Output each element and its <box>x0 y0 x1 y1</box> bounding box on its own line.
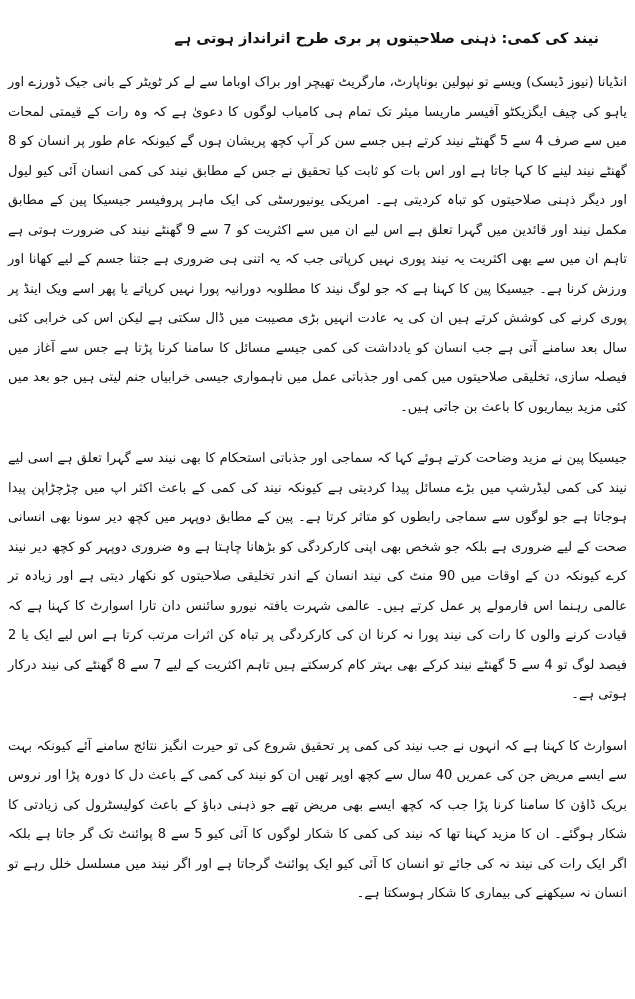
article-title: نیند کی کمی: ذہنی صلاحیتوں پر بری طرح اثرانداز ہوتی ہے <box>174 31 599 47</box>
article-paragraph: اسوارٹ کا کہنا ہے کہ انہوں نے جب نیند کی کمی پر تحقیق شروع کی تو حیرت انگیز نتائج سامنے آئے کیونکہ بہت سے ایسے مریض جن کی عمریں 40 سال سے کچھ اوپر تھیں ان کو نیند کی کمی کے باعث دل کا دورہ پڑا اور نروس بریک ڈاؤن کا سامنا کرنا پڑا جب کہ کچھ ایسے بھی مریض تھے جو ذہنی دباؤ کے باعث کولیسٹرول کی زیادتی کا شکار ہوگئے۔ ان کا مزید کہنا تھا کہ نیند کی کمی کا شکار لوگوں کا آئی کیو 5 سے 8 پوائنٹ تک گر جاتا ہے بلکہ اگر ایک رات کی نیند نہ کی جائے تو انسان کا آئی کیو ایک پوائنٹ گرجاتا ہے اور اگر نیند میں مسلسل خلل رہے تو انسان نہ سیکھنے کی بیماری کا شکار ہوسکتا ہے۔ <box>8 738 627 901</box>
article <box>8 10 627 990</box>
article-paragraph: جیسیکا پین نے مزید وضاحت کرتے ہوئے کہا کہ سماجی اور جذباتی استحکام کا بھی نیند سے گہرا تعلق ہے اسی لیے نیند کی کمی لیڈرشپ میں بڑے مسائل پیدا کردیتی ہے کیونکہ نیند کی کمی کے باعث اکثر اپ میں چڑچڑاپن پیدا ہوجاتا ہے جو لوگوں سے سماجی رابطوں کو متاثر کرتا ہے۔ پین کے مطابق دوپہر میں کچھ دیر سونا بھی انسانی صحت کے لیے ضروری ہے بلکہ جو شخص بھی اپنی کارکردگی کو بڑھانا چاہتا ہے وہ ضروری دوپہر کو کچھ دیر نیند کرے کیونکہ دن کے اوقات میں 90 منٹ کی نیند انسان کے اندر تخلیقی صلاحیتوں کو نکھار دیتی ہے اور زیادہ تر عالمی رہنما اس فارمولے پر عمل کرتے ہیں۔ عالمی شہرت یافتہ نیورو سائنس دان تارا اسوارٹ کا کہنا ہے کہ قیادت کرنے والوں کا رات کی نیند پورا نہ کرنا ان کی کارکردگی پر تباہ کن اثرات مرتب کرتا ہے اس لیے ایک یا 2 فیصد لوگ تو 4 سے 5 گھنٹے نیند کرکے بھی بہتر کام کرسکتے ہیں تاہم اکثریت کے لیے 7 سے 8 گھنٹے کی نیند درکار ہوتی ہے۔ <box>8 451 628 702</box>
article-paragraph: انڈیانا (نیوز ڈیسک) ویسے تو نپولین بوناپارٹ، مارگریٹ تھیچر اور براک اوباما سے لے کر ٹویٹر کے بانی جیک ڈورزے اور یاہو کی چیف ایگزیکٹو آفیسر ماریسا میئر تک تمام ہی کامیاب لوگوں کا دعویٰ ہے کہ وہ رات کے قیمتی لمحات میں سے صرف 4 سے 5 گھنٹے نیند کرتے ہیں جسے سن کر آپ کچھ پریشان ہوں گے کیونکہ عام طور پر انسان کو 8 گھنٹے نیند لینے کا کہا جاتا ہے اور اس بات کو ثابت کیا تحقیق نے جس کے مطابق نیند کی کمی انسان آئی کیو لیول اور دیگر ذہنی صلاحیتوں کو تباہ کردیتی ہے۔ امریکی یونیورسٹی کی ایک ماہر پروفیسر جیسیکا پین کے مطابق مکمل نیند اور قائدین میں گہرا تعلق ہے اس لیے ان میں سے اکثریت کو 7 سے 9 گھنٹے نیند کی ضرورت ہوتی ہے تاہم ان میں سے بھی اکثریت یہ نیند پوری نہیں کرپاتی جب کہ یہ اتنی ہی ضروری ہے جتنا جسم کے لیے کھانا اور ورزش کرنا ہے۔ جیسیکا پین کا کہنا ہے کہ جو لوگ نیند کا مطلوبہ دورانیہ پورا نہیں کرپاتے یا پھر اسے ویک اینڈ پر پوری کرنے کی کوشش کرتے ہیں ان کی یہ عادت انہیں بڑی مصیبت میں ڈال سکتی ہے لیکن اس کی خرابی کئی سال بعد سامنے آتی ہے جب انسان کو یادداشت کی کمی جیسے مسائل کا سامنا کرنا پڑتا ہے جس سے آغاز میں فیصلہ سازی، تخلیقی صلاحیتوں میں کمی اور جذباتی عمل میں ناہمواری جیسی خرابیاں جنم لیتی ہیں جو بعد میں کئی مزید بیماریوں کا باعث بن جاتی ہیں۔ <box>8 75 627 415</box>
